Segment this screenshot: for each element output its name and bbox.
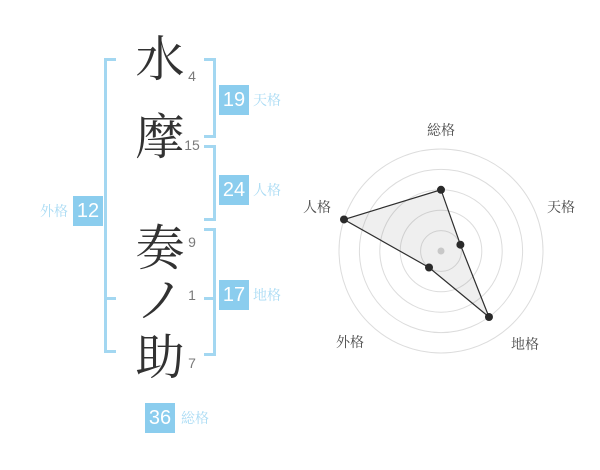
stroke-count-2: 15 xyxy=(184,137,200,153)
radar-axis-label-外格: 外格 xyxy=(336,334,364,350)
jinkaku-value-badge: 24 xyxy=(219,175,249,205)
soukaku-value-badge: 36 xyxy=(145,403,175,433)
chikaku-value-badge: 17 xyxy=(219,280,249,310)
name-char-5: 助 xyxy=(135,331,185,385)
radar-data-point-天格 xyxy=(456,241,464,249)
jinkaku-bracket xyxy=(204,145,216,221)
radar-data-point-地格 xyxy=(485,313,493,321)
gaikaku-label: 外格 xyxy=(40,203,68,219)
name-char-2: 摩 xyxy=(135,111,185,165)
stroke-count-1: 4 xyxy=(188,68,196,84)
gaikaku-value-badge: 12 xyxy=(73,196,103,226)
name-char-3: 奏 xyxy=(135,222,185,276)
name-char-4: ノ xyxy=(135,274,185,328)
chikaku-bracket xyxy=(204,228,216,356)
radar-data-polygon xyxy=(344,190,489,317)
tenkaku-bracket xyxy=(204,58,216,138)
radar-data-point-人格 xyxy=(340,215,348,223)
tenkaku-label: 天格 xyxy=(253,92,281,108)
radar-data-point-外格 xyxy=(425,264,433,272)
stroke-count-3: 9 xyxy=(188,234,196,250)
chikaku-bracket-mid-tick xyxy=(204,297,216,300)
gaikaku-bracket xyxy=(104,58,116,353)
radar-chart-container xyxy=(300,105,600,385)
stroke-count-5: 7 xyxy=(188,355,196,371)
radar-chart xyxy=(300,105,600,385)
chikaku-label: 地格 xyxy=(253,287,281,303)
radar-axis-label-総格: 総格 xyxy=(427,122,455,138)
gaikaku-bracket-mid-tick xyxy=(104,297,116,300)
stroke-count-4: 1 xyxy=(188,287,196,303)
soukaku-label: 総格 xyxy=(181,410,209,426)
name-char-1: 水 xyxy=(135,33,185,87)
radar-axis-label-天格: 天格 xyxy=(547,199,575,215)
radar-axis-label-人格: 人格 xyxy=(303,199,331,215)
tenkaku-value-badge: 19 xyxy=(219,85,249,115)
jinkaku-label: 人格 xyxy=(253,182,281,198)
radar-data-point-総格 xyxy=(437,186,445,194)
radar-axis-label-地格: 地格 xyxy=(511,336,539,352)
radar-center-dot xyxy=(438,248,445,255)
